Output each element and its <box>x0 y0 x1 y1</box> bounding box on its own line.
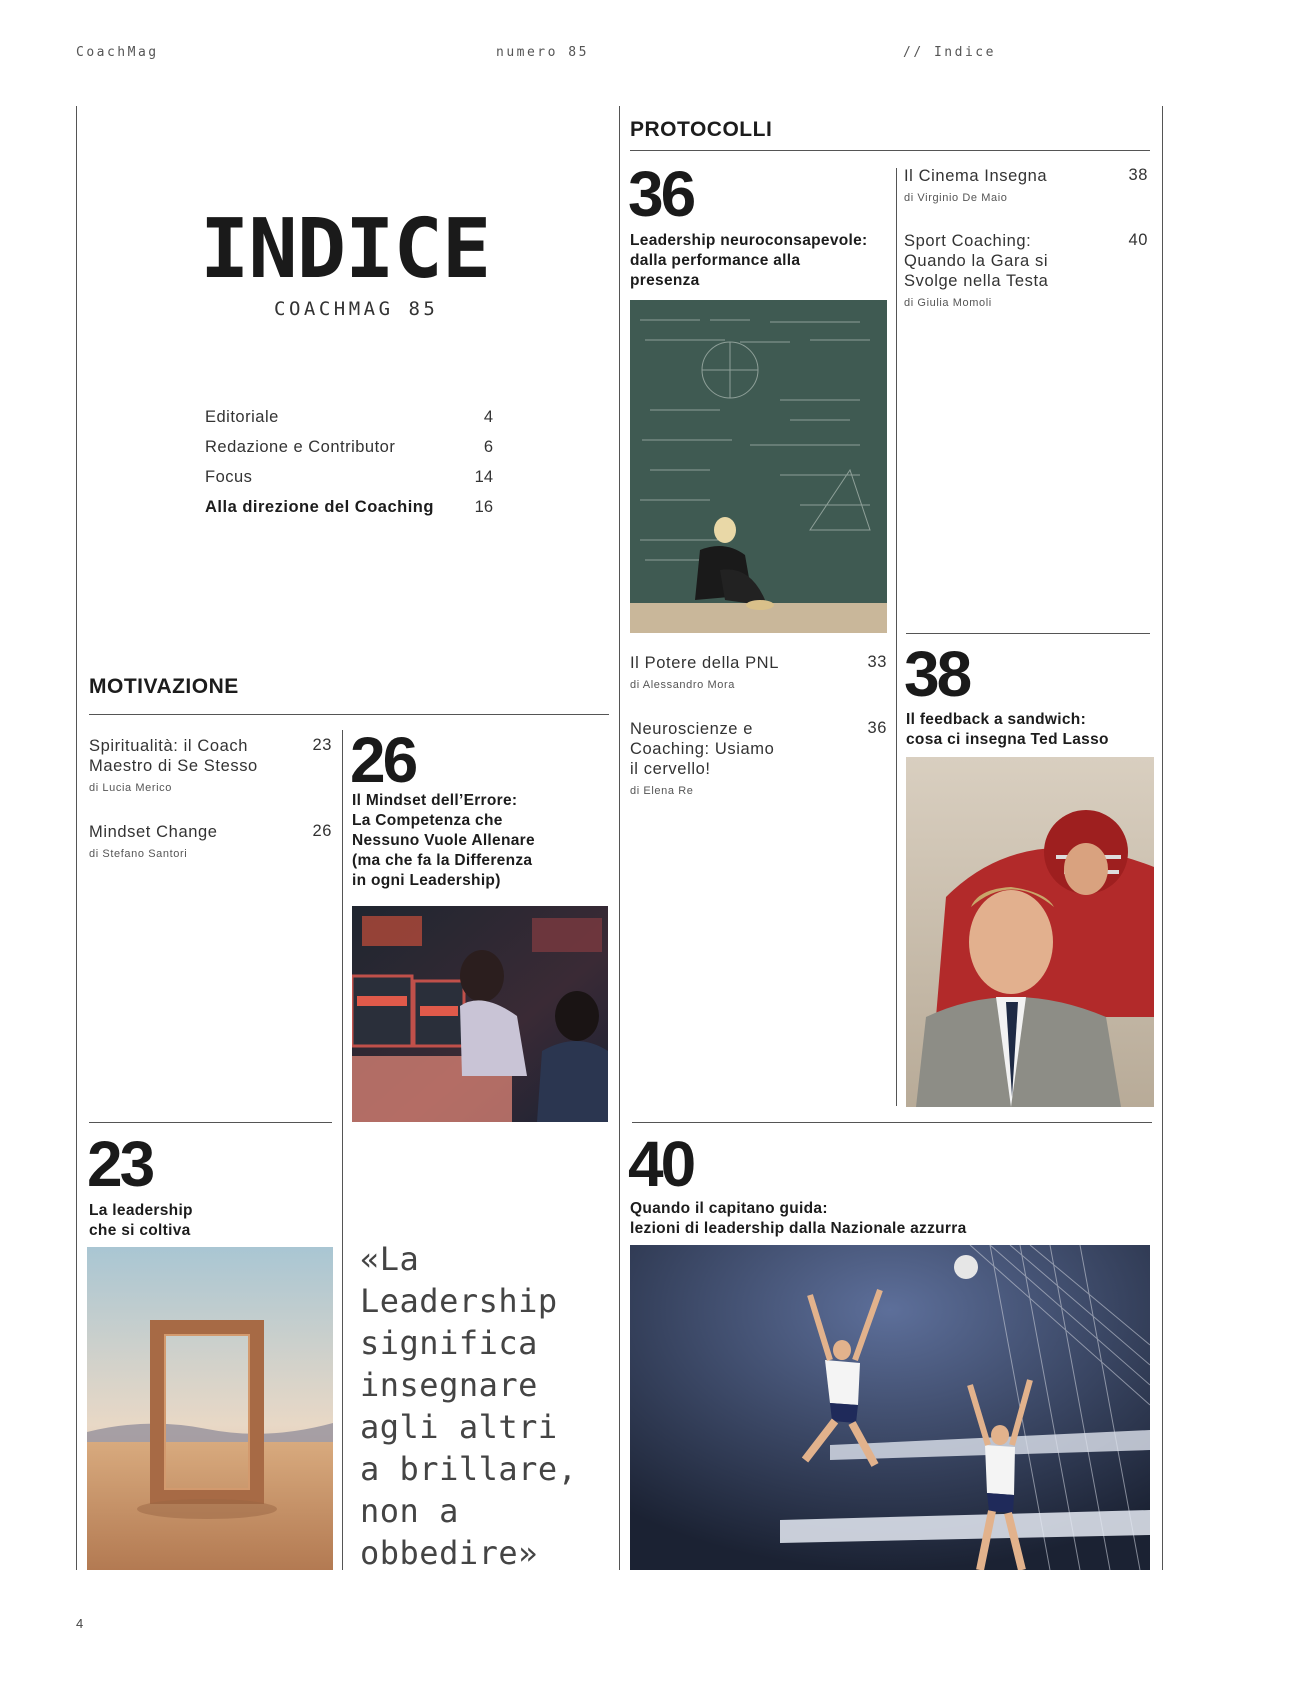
feature-title-line: La leadership <box>89 1202 193 1219</box>
feature-title-38[interactable] <box>906 710 1156 750</box>
feature-title-26[interactable] <box>352 791 612 891</box>
section-rule-protocolli <box>630 150 1150 151</box>
feature-photo-control-room <box>352 906 608 1122</box>
feature-title-line: La Competenza che <box>352 812 503 829</box>
article-byline: di Stefano Santori <box>89 848 188 860</box>
column-rule-motivazione <box>342 730 343 1570</box>
feature-title-23[interactable] <box>89 1201 329 1241</box>
feature-photo-chalkboard <box>630 300 887 633</box>
feature-title-line: Quando il capitano guida: <box>630 1200 828 1217</box>
feature-title-line: in ogni Leadership) <box>352 872 501 889</box>
header-section: // Indice <box>903 45 996 60</box>
toc-item-label: Editoriale <box>205 408 279 426</box>
toc-item-label: Redazione e Contributor <box>205 438 396 456</box>
article-title: Il Cinema Insegna <box>904 167 1048 185</box>
feature-title-line: Nessuno Vuole Allenare <box>352 832 535 849</box>
feature-title-line: Il feedback a sandwich: <box>906 711 1087 728</box>
article-entry[interactable] <box>630 653 887 691</box>
feature-number-23: 23 <box>87 1128 153 1200</box>
feature-title-40[interactable] <box>630 1199 1150 1239</box>
article-page: 40 <box>1128 231 1148 249</box>
quote-line: non a <box>360 1492 459 1530</box>
article-entry[interactable] <box>904 166 1148 204</box>
feature-rule-40 <box>632 1122 1152 1123</box>
feature-number-40: 40 <box>628 1128 694 1200</box>
toc-list <box>205 408 493 528</box>
column-rule-center <box>619 106 620 1570</box>
article-title-line: Svolge nella Testa <box>904 272 1049 290</box>
feature-title-line: lezioni di leadership dalla Nazionale azzurra <box>630 1220 967 1237</box>
toc-item-label: Alla direzione del Coaching <box>205 498 434 516</box>
quote-line: significa <box>360 1324 538 1362</box>
section-heading-protocolli: PROTOCOLLI <box>630 118 773 141</box>
toc-item-page: 14 <box>474 468 493 486</box>
article-title: Il Potere della PNL <box>630 654 779 672</box>
quote-line: Leadership <box>360 1282 558 1320</box>
article-title-line: il cervello! <box>630 760 711 778</box>
feature-title-line: Il Mindset dell’Errore: <box>352 792 518 809</box>
article-byline: di Lucia Merico <box>89 782 172 794</box>
header-issue-number: numero 85 <box>496 45 589 60</box>
article-entry[interactable] <box>89 822 332 860</box>
article-page: 33 <box>867 653 887 671</box>
feature-title-line: presenza <box>630 272 700 289</box>
quote-line: obbedire» <box>360 1534 538 1572</box>
feature-rule-23 <box>89 1122 332 1123</box>
feature-number-36: 36 <box>628 158 694 230</box>
section-heading-motivazione: MOTIVAZIONE <box>89 675 239 698</box>
article-page: 26 <box>312 822 332 840</box>
toc-item[interactable] <box>205 468 493 498</box>
feature-title-line: che si coltiva <box>89 1222 191 1239</box>
page-title: INDICE <box>200 202 491 297</box>
feature-title-line: Leadership neuroconsapevole: <box>630 232 868 249</box>
feature-photo-coach-and-player <box>906 757 1154 1107</box>
column-rule-right <box>1162 106 1163 1570</box>
article-title: Mindset Change <box>89 823 218 841</box>
article-entry[interactable] <box>89 736 332 794</box>
page-number: 4 <box>76 1616 84 1631</box>
article-entry[interactable] <box>904 231 1148 309</box>
article-byline: di Giulia Momoli <box>904 297 992 309</box>
toc-item-page: 16 <box>474 498 493 516</box>
article-byline: di Alessandro Mora <box>630 679 735 691</box>
feature-number-38: 38 <box>904 638 970 710</box>
feature-title-line: (ma che fa la Differenza <box>352 852 533 869</box>
feature-rule-38 <box>906 633 1150 634</box>
feature-photo-volleyball <box>630 1245 1150 1570</box>
feature-title-36[interactable] <box>630 231 890 291</box>
article-entry[interactable] <box>630 719 887 797</box>
column-rule-left <box>76 106 77 1570</box>
toc-item-label: Focus <box>205 468 253 486</box>
feature-number-26: 26 <box>350 724 416 796</box>
article-title-line: Coaching: Usiamo <box>630 740 775 758</box>
toc-item[interactable] <box>205 408 493 438</box>
quote-line: agli altri <box>360 1408 558 1446</box>
article-byline: di Elena Re <box>630 785 694 797</box>
toc-item[interactable] <box>205 438 493 468</box>
article-title-line: Quando la Gara si <box>904 252 1049 270</box>
quote-line: a brillare, <box>360 1450 578 1488</box>
article-title-line: Sport Coaching: <box>904 232 1032 250</box>
article-title-line: Neuroscienze e <box>630 720 754 738</box>
toc-item[interactable] <box>205 498 493 528</box>
feature-title-line: cosa ci insegna Ted Lasso <box>906 731 1109 748</box>
article-title-line: Spiritualità: il Coach <box>89 737 249 755</box>
article-title-line: Maestro di Se Stesso <box>89 757 258 775</box>
quote-line: insegnare <box>360 1366 538 1404</box>
quote-line: «La <box>360 1240 420 1278</box>
section-rule-motivazione <box>89 714 609 715</box>
header-magazine-name: CoachMag <box>76 45 159 60</box>
page-subtitle: COACHMAG 85 <box>274 298 439 320</box>
article-byline: di Virginio De Maio <box>904 192 1008 204</box>
pull-quote <box>360 1238 577 1574</box>
feature-title-line: dalla performance alla <box>630 252 801 269</box>
toc-item-page: 4 <box>483 408 493 426</box>
article-page: 36 <box>867 719 887 737</box>
toc-item-page: 6 <box>483 438 493 456</box>
column-rule-protocolli <box>896 168 897 1106</box>
feature-photo-desert-frame <box>87 1247 333 1570</box>
article-page: 38 <box>1128 166 1148 184</box>
article-page: 23 <box>312 736 332 754</box>
